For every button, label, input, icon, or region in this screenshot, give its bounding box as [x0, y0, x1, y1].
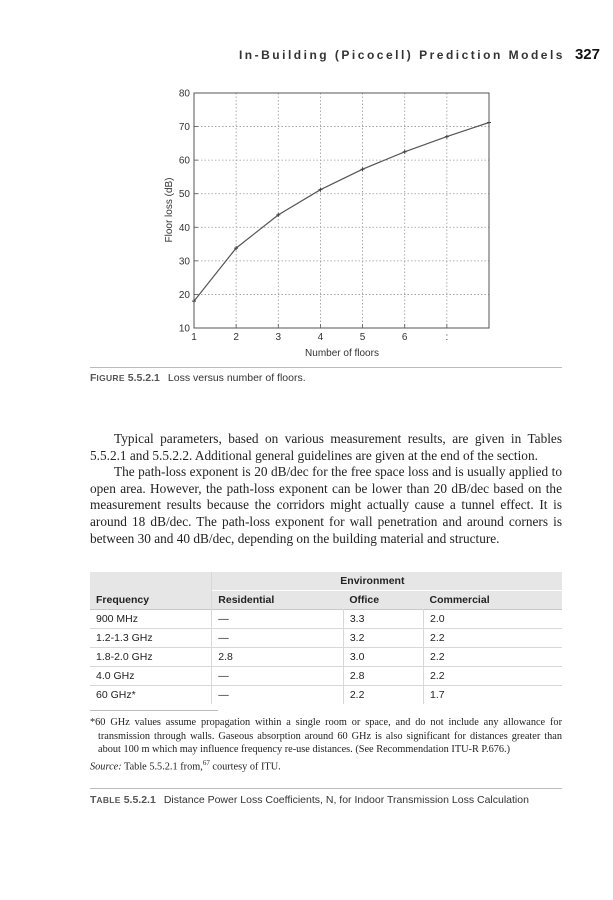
page-number: 327 — [574, 46, 600, 63]
cell: 3.2 — [343, 629, 423, 648]
source-line — [90, 757, 562, 774]
cell: — — [212, 610, 344, 629]
table-label: TABLE 5.5.2.1 — [90, 794, 156, 806]
data-point — [487, 121, 491, 125]
table-footnote — [90, 716, 562, 774]
running-head — [0, 46, 600, 63]
data-point — [361, 167, 365, 171]
x-tick-label: 5 — [359, 332, 366, 343]
data-point — [403, 150, 407, 154]
body-text — [90, 431, 562, 547]
source-ref: 67 — [202, 758, 210, 767]
cell: 1.8-2.0 GHz — [90, 648, 212, 667]
source-label: Source: — [90, 761, 122, 773]
table-caption — [90, 794, 529, 806]
floor-loss-chart — [150, 82, 510, 362]
data-point — [445, 135, 449, 139]
header-frequency: Frequency — [90, 591, 212, 610]
header-office: Office — [343, 591, 423, 610]
y-tick-label: 20 — [178, 289, 190, 301]
y-axis-label: Floor loss (dB) — [164, 177, 175, 243]
table-caption-text: Distance Power Loss Coefficients, N, for Indoor Transmission Loss Calculation — [163, 794, 529, 806]
y-tick-label: 10 — [178, 323, 190, 335]
table-row — [90, 686, 562, 705]
paragraph: The path-loss exponent is 20 dB/dec for the free space loss and is usually applied to open area. However, the path-loss exponent can be lower than 20 dB/dec based on the measurement results because the corridors might actually cause a tunnel effect. It is around 18 dB/dec. The path-loss exponent for wall penetration and around corners is between 30 and 40 dB/dec, depending on the building material and structure. — [90, 464, 562, 546]
footnote-text: *60 GHz values assume propagation within a single room or space, and do not include any allowance for transmission through walls. Gaseous absorption around 60 GHz is also significant for distances greater than about 100 m which may influence frequency re-use distances. (See Recommendation ITU-R P.676.) — [90, 717, 562, 756]
running-head-title: In-Building (Picocell) Prediction Models — [238, 48, 565, 62]
header-residential: Residential — [212, 591, 344, 610]
cell: 3.0 — [343, 648, 423, 667]
cell: 2.8 — [343, 667, 423, 686]
distance-power-loss-table — [90, 572, 562, 704]
x-tick-label: 1 — [191, 332, 197, 343]
cell: 2.2 — [424, 667, 563, 686]
cell: 2.2 — [424, 629, 563, 648]
source-text: Table 5.5.2.1 from, — [124, 761, 203, 773]
y-tick-label: 50 — [178, 189, 190, 201]
environment-group-header: Environment — [212, 572, 562, 591]
cell: 2.0 — [424, 610, 563, 629]
source-tail: courtesy of ITU. — [209, 761, 281, 773]
y-tick-label: 80 — [178, 88, 190, 100]
cell: 4.0 GHz — [90, 667, 212, 686]
cell: 2.2 — [343, 686, 423, 705]
x-axis-label: Number of floors — [305, 348, 379, 359]
table-header-row — [90, 591, 562, 610]
figure-caption — [90, 372, 306, 384]
floor-loss-line — [194, 123, 489, 302]
x-tick-label: 4 — [317, 332, 324, 343]
chart-grid — [194, 93, 489, 328]
cell: 1.2-1.3 GHz — [90, 629, 212, 648]
x-tick-label: 3 — [275, 332, 282, 343]
y-tick-label: 40 — [178, 222, 190, 234]
chart-marks — [192, 121, 491, 304]
y-tick-label: 30 — [178, 256, 190, 268]
cell: 2.8 — [212, 648, 344, 667]
footnote-rule — [90, 710, 218, 711]
header-commercial: Commercial — [424, 591, 563, 610]
table-row — [90, 667, 562, 686]
figure-label: FIGURE 5.5.2.1 — [90, 372, 160, 384]
paragraph: Typical parameters, based on various measurement results, are given in Tables 5.5.2.1 and 5.5.2.2. Additional general guidelines are given at the end of the section. — [90, 431, 562, 463]
cell: 3.3 — [343, 610, 423, 629]
table-caption-rule — [90, 788, 562, 789]
table-row — [90, 610, 562, 629]
x-tick-label: 2 — [233, 332, 239, 343]
table-row — [90, 629, 562, 648]
cell: — — [212, 686, 344, 705]
cell: — — [212, 629, 344, 648]
table-corner-cell — [90, 572, 212, 591]
cell: 900 MHz — [90, 610, 212, 629]
cell: 60 GHz* — [90, 686, 212, 705]
x-tick-label: 6 — [401, 332, 408, 343]
cell: 1.7 — [424, 686, 563, 705]
cell: — — [212, 667, 344, 686]
y-tick-label: 70 — [178, 122, 190, 134]
plot-frame — [194, 93, 489, 328]
cell: 2.2 — [424, 648, 563, 667]
y-tick-label: 60 — [178, 155, 190, 167]
x-tick-label: : — [445, 332, 449, 343]
figure-caption-text: Loss versus number of floors. — [167, 372, 306, 384]
table-group-header-row — [90, 572, 562, 591]
table-row — [90, 648, 562, 667]
figure-caption-rule — [90, 367, 562, 368]
